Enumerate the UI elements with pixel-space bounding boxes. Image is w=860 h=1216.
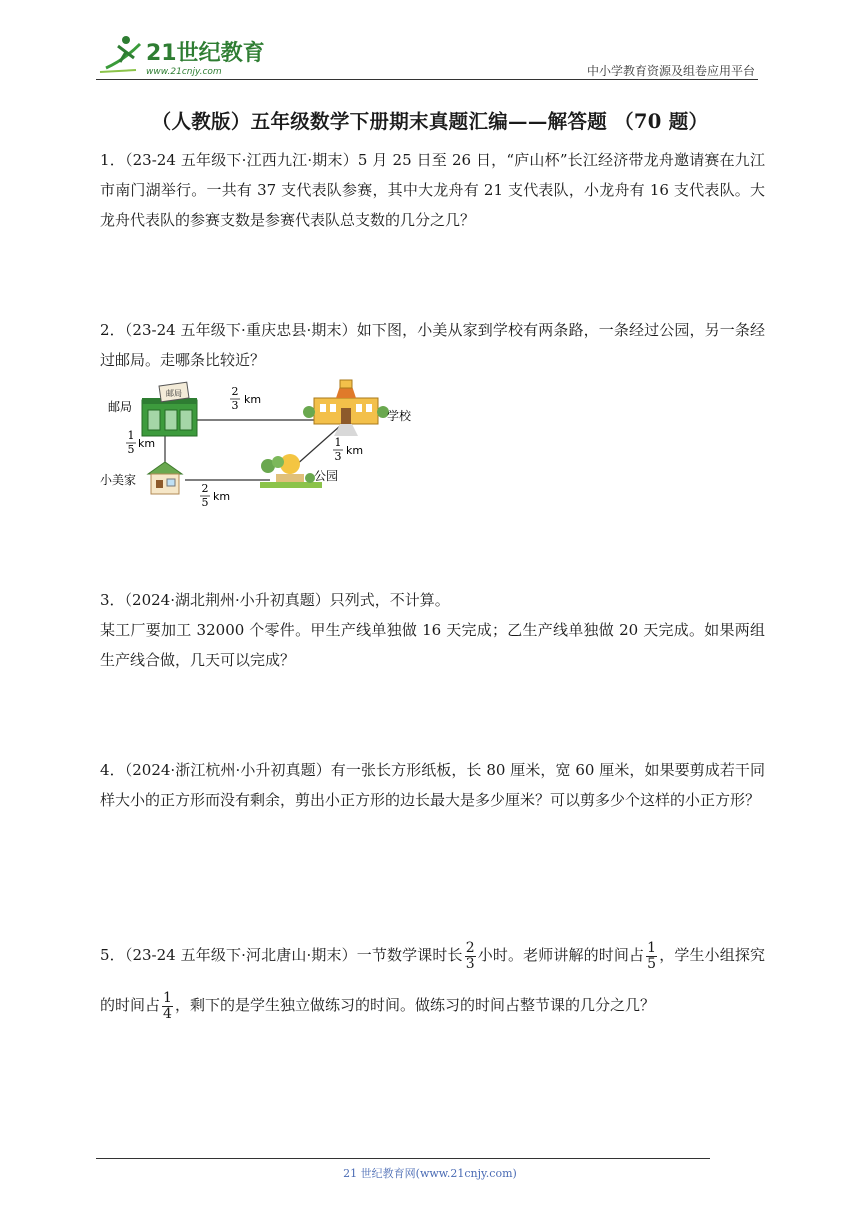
question-1 <box>100 145 765 235</box>
logo-text: 21世纪教育 <box>146 41 265 66</box>
road-park-school <box>295 426 340 466</box>
post-sign-text: 邮局 <box>166 389 182 398</box>
question-text-part2: 小时。老师讲解的时间占 <box>477 946 645 964</box>
label-post-office: 邮局 <box>108 400 133 414</box>
question-text-part4: ，剩下的是学生独立做练习的时间。做练习的时间占整节课的几分之几？ <box>174 996 655 1014</box>
question-number: 5． <box>100 946 125 964</box>
question-text: （23-24 五年级下·江西九江·期末）5 月 25 日至 26 日，“庐山杯”长江经济带龙舟邀请赛在九江市南门湖举行。一共有 37 支代表队参赛，其中大龙舟有 21 支代表队，小龙舟有 16 支代表队。大龙舟代表队的参赛支数是参赛代表队总支数的几分之几？ <box>100 151 765 229</box>
home-icon <box>148 462 182 494</box>
question-text-part1: （23-24 五年级下·河北唐山·期末）一节数学课时长 <box>124 946 463 964</box>
footer-text: 21 世纪教育网(www.21cnjy.com) <box>343 1167 517 1180</box>
label-park: 公园 <box>314 469 339 483</box>
label-school: 学校 <box>387 409 412 423</box>
question-number: 4． <box>100 761 125 779</box>
distance-park-school <box>333 436 363 463</box>
question-4 <box>100 755 765 815</box>
distance-post-school <box>230 385 261 412</box>
label-home: 小美家 <box>100 473 137 487</box>
route-diagram <box>100 378 430 518</box>
question-5 <box>100 930 765 1030</box>
fraction-teacher-time: $\frac{1}{5}$ <box>647 939 657 972</box>
question-3 <box>100 585 765 675</box>
question-text: （23-24 五年级下·重庆忠县·期末）如下图，小美从家到学校有两条路，一条经过公园，另一条经过邮局。走哪条比较近？ <box>100 321 765 369</box>
header-right-text: 中小学教育资源及组卷应用平台 <box>586 64 755 78</box>
svg-text:2: 2 <box>201 482 209 495</box>
svg-text:5: 5 <box>127 443 135 456</box>
footer-divider <box>96 1158 710 1159</box>
svg-text:3: 3 <box>334 450 342 463</box>
header-divider <box>96 79 758 80</box>
fraction-lesson-length: $\frac{2}{3}$ <box>465 939 475 972</box>
question-text-line2: 某工厂要加工 32000 个零件。甲生产线单独做 16 天完成；乙生产线单独做 20 天完成。如果两组生产线合做，几天可以完成？ <box>100 621 765 669</box>
question-text: （2024·浙江杭州·小升初真题）有一张长方形纸板，长 80 厘米，宽 60 厘米，如果要剪成若干同样大小的正方形而没有剩余，剪出小正方形的边长最大是多少厘米？可以剪多少个这样的小正方形？ <box>100 761 765 809</box>
document-title: （人教版）五年级数学下册期末真题汇编——解答题 （70 题） <box>151 110 709 133</box>
logo-url: www.21cnjy.com <box>146 67 222 77</box>
question-number: 1． <box>100 151 125 169</box>
question-number: 3． <box>100 591 125 609</box>
svg-text:5: 5 <box>201 496 209 509</box>
post-office-icon <box>142 382 197 436</box>
distance-home-park <box>200 482 230 509</box>
site-logo <box>96 30 266 80</box>
question-2 <box>100 315 765 375</box>
svg-text:2: 2 <box>231 385 239 398</box>
svg-text:3: 3 <box>231 399 239 412</box>
school-icon <box>303 380 389 436</box>
svg-text:1: 1 <box>127 429 135 442</box>
svg-text:km: km <box>138 437 156 450</box>
question-number: 2． <box>100 321 125 339</box>
question-text-part3: ，学生小组探究的时间占 <box>100 946 765 1014</box>
svg-text:1: 1 <box>334 436 342 449</box>
park-icon <box>260 454 322 488</box>
runner-icon <box>100 36 140 72</box>
svg-text:km: km <box>213 490 231 503</box>
svg-text:km: km <box>244 393 262 406</box>
fraction-group-time: $\frac{1}{4}$ <box>163 989 172 1022</box>
question-text: （2024·湖北荆州·小升初真题）只列式，不计算。 <box>124 591 450 609</box>
svg-text:km: km <box>346 444 364 457</box>
